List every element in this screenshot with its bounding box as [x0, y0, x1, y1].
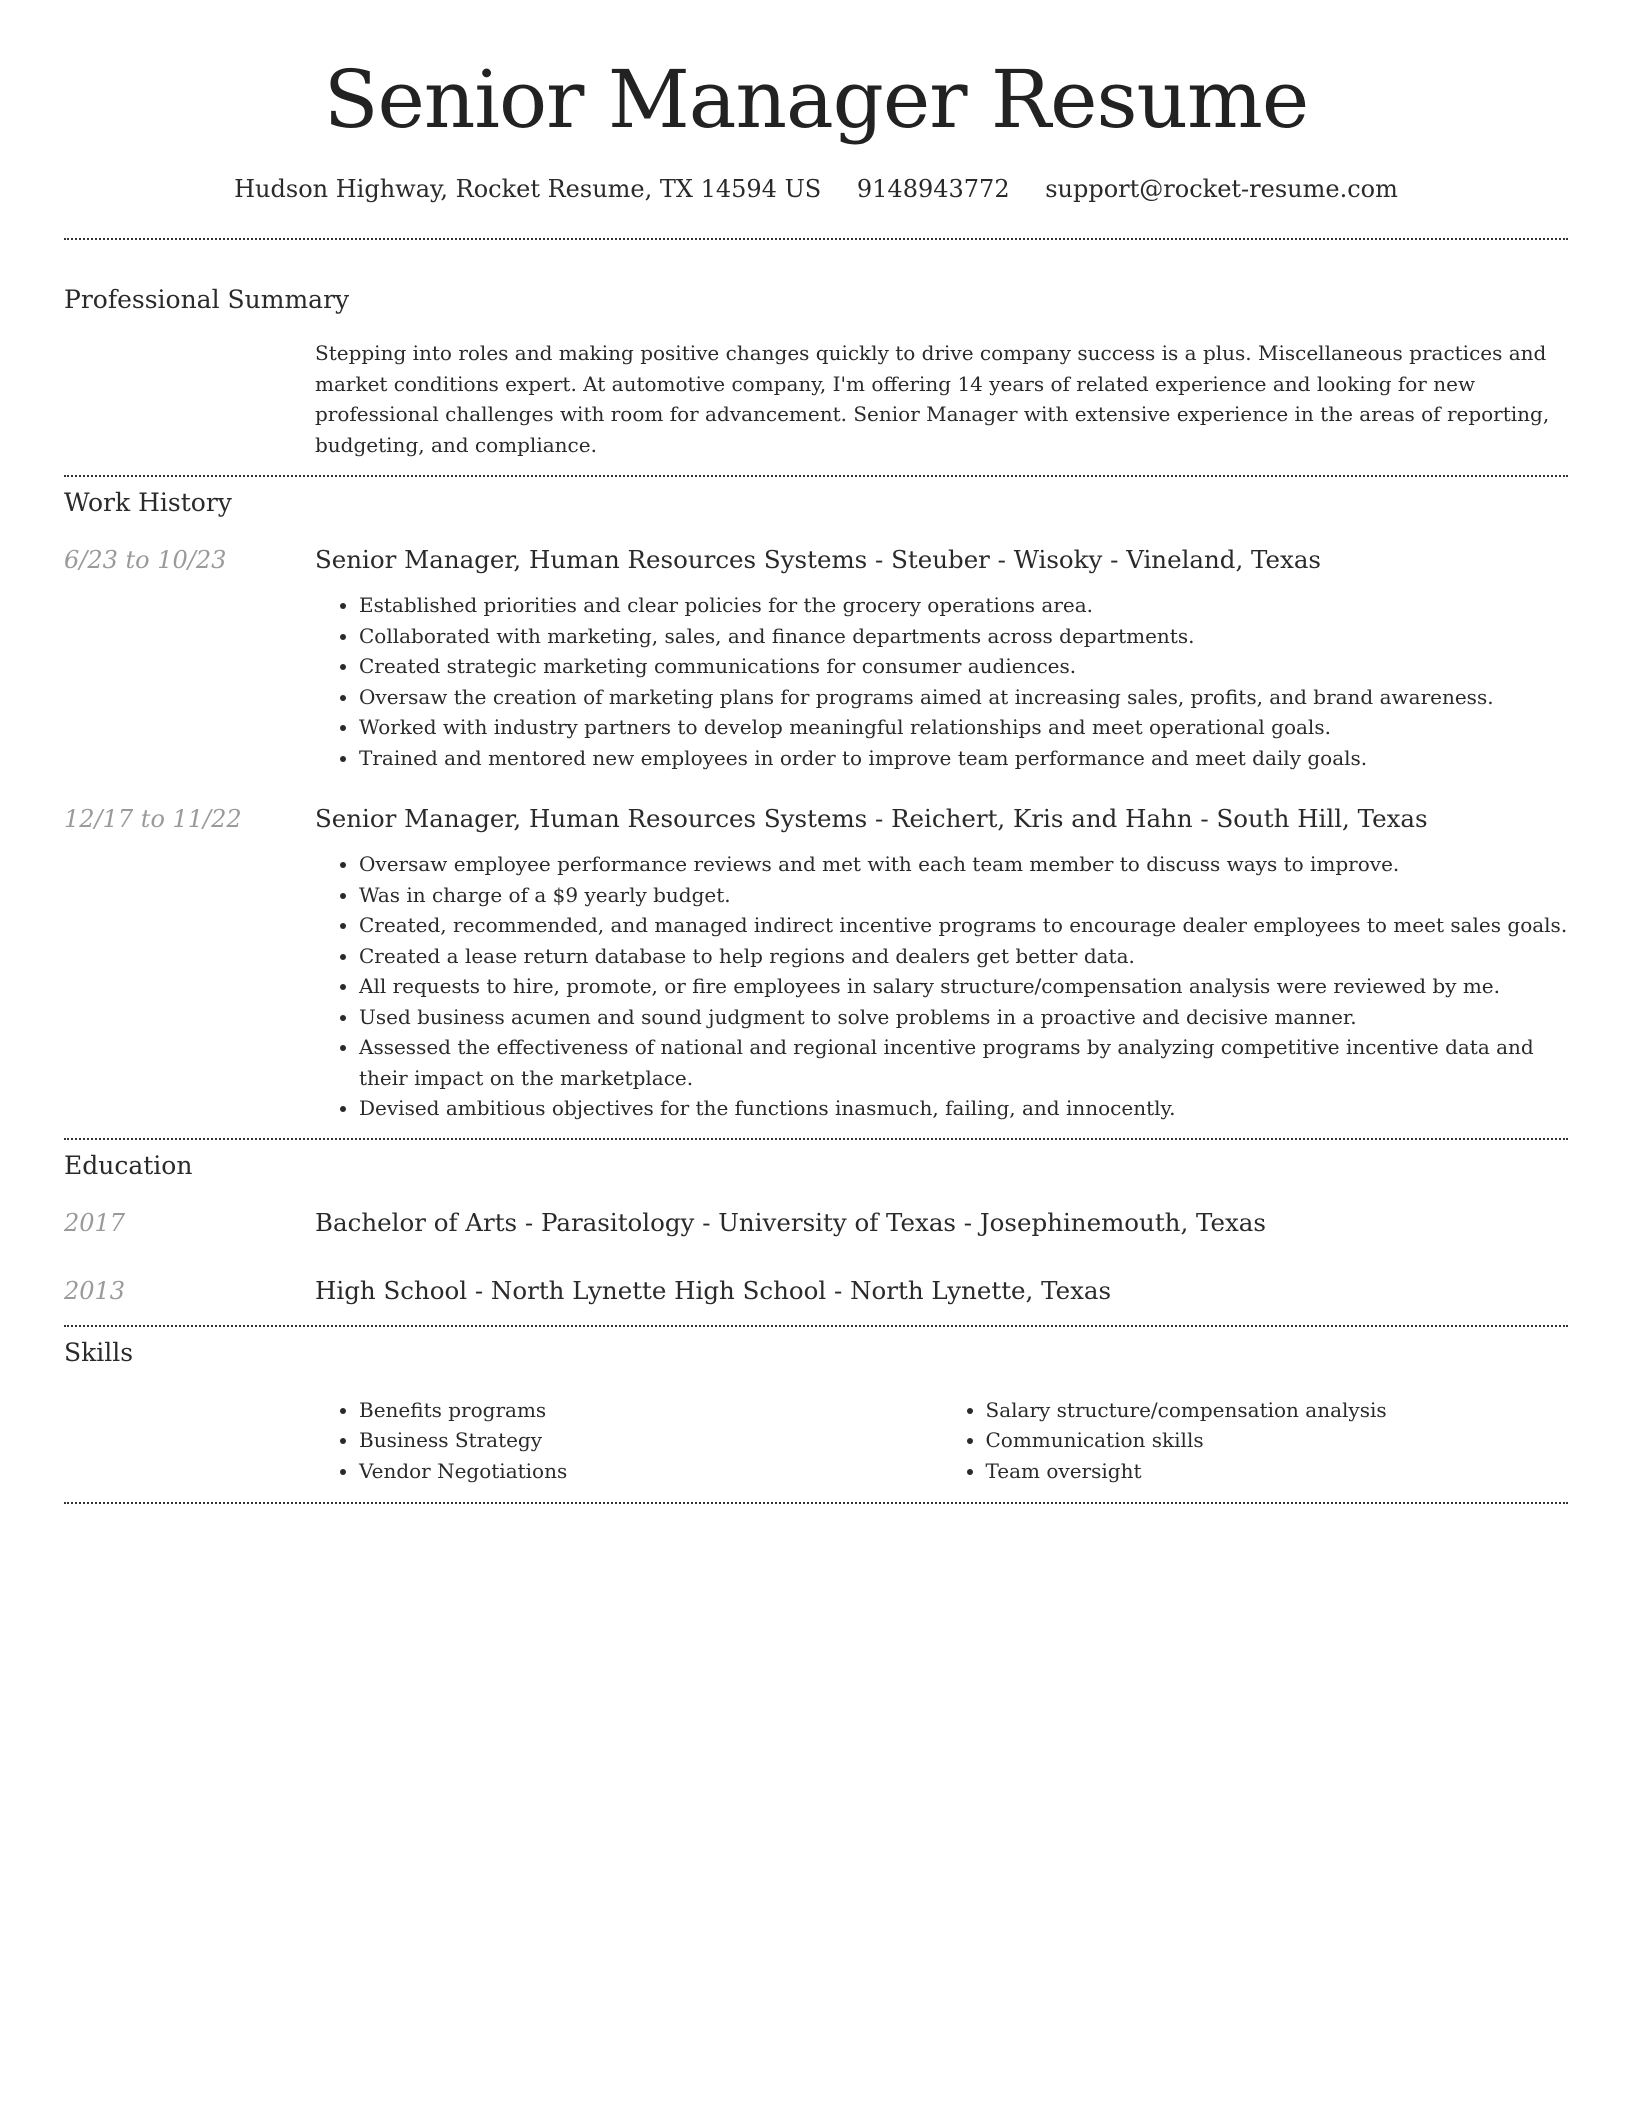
duty-item: • Used business acumen and sound judgment to solve problems in a proactive and decisive manner.: [359, 1002, 1568, 1033]
job-header: [64, 803, 1568, 835]
job-entry: [64, 803, 1568, 1124]
skills-list-right: [942, 1395, 1569, 1487]
job-dates: 12/17 to 11/22: [64, 805, 242, 833]
work-history-heading: Work History: [64, 488, 232, 517]
duty-item: • Oversaw the creation of marketing plans for programs aimed at increasing sales, profits, and brand awareness.: [359, 682, 1568, 713]
summary-divider: [64, 475, 1568, 477]
job-duties: [315, 590, 1568, 773]
resume-page: [64, 0, 1568, 1504]
job-dates: 6/23 to 10/23: [64, 546, 227, 574]
skill-item: • Vendor Negotiations: [359, 1456, 942, 1487]
resume-title: Senior Manager Resume: [323, 53, 1309, 146]
email-text: support@rocket-resume.com: [1045, 175, 1398, 203]
duty-item: • Established priorities and clear policies for the grocery operations area.: [359, 590, 1568, 621]
duty-item: • Created, recommended, and managed indirect incentive programs to encourage dealer employees to meet sales goals.: [359, 910, 1568, 941]
education-title: Bachelor of Arts - Parasitology - University of Texas - Josephinemouth, Texas: [315, 1207, 1266, 1237]
duty-item: • Oversaw employee performance reviews and met with each team member to discuss ways to improve.: [359, 849, 1568, 880]
education-year: 2013: [64, 1276, 126, 1305]
skills-heading: Skills: [64, 1337, 134, 1367]
duty-item: • Collaborated with marketing, sales, and finance departments across departments.: [359, 621, 1568, 652]
header-divider: [64, 238, 1568, 240]
education-heading: Education: [64, 1150, 193, 1180]
education-entry: [64, 1275, 1568, 1307]
skill-item: • Benefits programs: [359, 1395, 942, 1426]
skills-grid: [315, 1395, 1568, 1487]
contact-line: [64, 174, 1568, 204]
education-divider: [64, 1325, 1568, 1327]
education-title: High School - North Lynette High School - North Lynette, Texas: [315, 1275, 1112, 1305]
duty-item: • Worked with industry partners to develop meaningful relationships and meet operational goals.: [359, 712, 1568, 743]
duty-item: • Was in charge of a $9 yearly budget.: [359, 880, 1568, 911]
skill-item: • Business Strategy: [359, 1425, 942, 1456]
duty-item: • Devised ambitious objectives for the functions inasmuch, failing, and innocently.: [359, 1093, 1568, 1124]
skill-item: • Communication skills: [986, 1425, 1569, 1456]
job-entry: [64, 544, 1568, 773]
education-year: 2017: [64, 1208, 126, 1237]
duty-item: • Assessed the effectiveness of national and regional incentive programs by analyzing competitive incentive data and their impact on the marketplace.: [359, 1032, 1568, 1093]
job-duties: [315, 849, 1568, 1124]
skill-item: • Salary structure/compensation analysis: [986, 1395, 1569, 1426]
job-title: Senior Manager, Human Resources Systems - Steuber - Wisoky - Vineland, Texas: [315, 545, 1321, 574]
duty-item: • Trained and mentored new employees in order to improve team performance and meet daily goals.: [359, 743, 1568, 774]
skill-item: • Team oversight: [986, 1456, 1569, 1487]
job-header: [64, 544, 1568, 576]
summary-text: Stepping into roles and making positive changes quickly to drive company success is a plus. Miscellaneous practices and market conditions expert. At automotive company, I'm offering 14 years of related experience and looking for new professional challenges with room for advancement. Senior Manager with extensive experience in the areas of reporting, budgeting, and compliance.: [315, 341, 1550, 457]
education-entry: [64, 1207, 1568, 1239]
summary-heading: Professional Summary: [64, 285, 350, 314]
phone-text: 9148943772: [856, 175, 1010, 203]
work-divider: [64, 1138, 1568, 1140]
address-text: Hudson Highway, Rocket Resume, TX 14594 US: [234, 175, 822, 203]
job-title: Senior Manager, Human Resources Systems - Reichert, Kris and Hahn - South Hill, Texas: [315, 804, 1428, 833]
skills-list-left: [315, 1395, 942, 1487]
duty-item: • Created strategic marketing communications for consumer audiences.: [359, 651, 1568, 682]
duty-item: • Created a lease return database to help regions and dealers get better data.: [359, 941, 1568, 972]
duty-item: • All requests to hire, promote, or fire employees in salary structure/compensation analysis were reviewed by me.: [359, 971, 1568, 1002]
skills-divider: [64, 1502, 1568, 1504]
